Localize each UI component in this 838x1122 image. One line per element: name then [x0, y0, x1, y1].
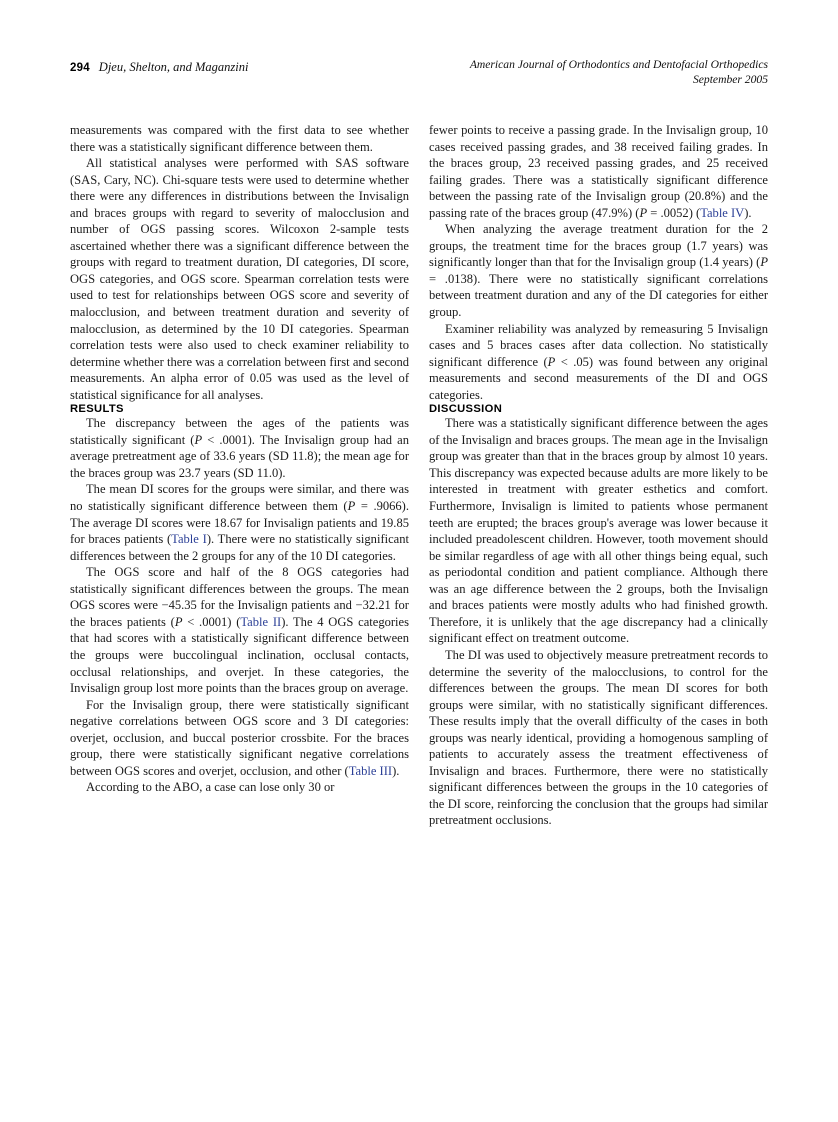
running-head [70, 58, 768, 102]
paragraph: All statistical analyses were performed with SAS software (SAS, Cary, NC). Chi-square tests were used to determine whether there were any differences in distributions between the Invisalign and braces groups with regard to severity of malocclusion and number of OGS passing scores. Wilcoxon 2-sample tests ascertained whether there was a significant difference between the groups with regard to treatment duration, DI categories, DI score, OGS categories, and OGS score. Spearman correlation tests were used to test for relationships between OGS score and severity of malocclusion, and between treatment duration and severity of malocclusion, as determined by the 10 DI categories. Spearman correlation tests were also used to check examiner reliability to determine whether there was a correlation between first and second measurements. An alpha error of 0.05 was used as the level of statistical significance for all analyses. [70, 156, 409, 402]
column-left [70, 122, 409, 796]
page-number: 294 [70, 62, 90, 74]
text-run: < .0001) ( [182, 614, 241, 629]
text-run: ). [744, 205, 752, 220]
paragraph [429, 221, 768, 320]
statistic-symbol: P [347, 499, 356, 514]
text-run: According to the ABO, a case can lose only 30 or [86, 780, 335, 795]
paragraph [429, 321, 768, 404]
text-run: The discrepancy between the ages of the patients was statistically significant ( [70, 416, 409, 447]
paragraph: The DI was used to objectively measure pretreatment records to determine the severity of the malocclusions, to control for the differences between the groups. The mean DI scores for both groups were similar, with no statistically significant differences. These results imply that the overall difficulty of the cases in both groups was nearly identical, providing a homogenous sampling of patients to accurately assess the treatment effectiveness of Invisalign and braces. Furthermore, there were no statistically significant differences between the groups in the 10 categories of the DI score, reinforcing the conclusion that the groups had similar pretreatment occlusions. [429, 647, 768, 828]
statistic-symbol: P [174, 614, 183, 629]
text-run: The OGS score and half of the 8 OGS categories had statistically significant differences between the groups. The mean OGS scores were −45.35 for the Invisalign patients and −32.21 for the braces patients ( [70, 565, 409, 629]
article-body [70, 122, 768, 1072]
text-run: For the Invisalign group, there were statistically significant negative correlations between OGS score and 3 DI categories: overjet, occlusion, and buccal posterior crossbite. For the braces group, there were statistically significant negative correlations between OGS scores and overjet, occlusion, and other ( [70, 697, 409, 778]
text-run: ). There were no statistically significant differences between the 2 groups for any of the 10 DI categories. [70, 532, 410, 563]
text-run: = .0052) ( [647, 205, 701, 220]
section-heading-results: RESULTS [70, 403, 124, 416]
text-run: < .05) was found between any original measurements and second measurements of the DI and OGS categories. [429, 354, 768, 402]
table-crossref-link[interactable]: Table IV [700, 205, 745, 220]
paragraph [70, 481, 409, 564]
section-heading-discussion: DISCUSSION [429, 403, 503, 416]
text-run: When analyzing the average treatment duration for the 2 groups, the treatment time for the braces group (1.7 years) was significantly longer than that for the Invisalign group (1.4 years) ( [429, 222, 768, 270]
text-run: = .0138). There were no statistically significant correlations between treatment duration and any of the DI categories for either group. [429, 271, 768, 320]
running-head-left [70, 58, 248, 76]
paragraph [70, 415, 409, 481]
journal-title: American Journal of Orthodontics and Dentofacial Orthopedics [469, 58, 768, 71]
running-head-right [470, 58, 768, 87]
paragraph: There was a statistically significant difference between the ages of the Invisalign and braces groups. The mean age in the Invisalign group was greater than that in the braces group by almost 10 years. This discrepancy was expected because adults are more likely to be interested in treatment with greater esthetics and comfort. Furthermore, Invisalign is limited to patients whose permanent teeth are erupted; the braces group's average was lower because it included preadolescent children. However, tooth movement should be similar regardless of age with all other things being equal, such as periodontal condition and patient compliance. Although there was an age difference between the 2 groups, both the Invisalign and braces patients were mostly adults who had finished growth. Therefore, it is unlikely that the age discrepancy had a clinically significant effect on treatment outcome. [429, 416, 768, 646]
text-run: fewer points to receive a passing grade. In the Invisalign group, 10 cases received passing grades, and 38 received failing grades. In the braces group, 23 received passing grades, and 25 received failing grades. There was a statistically significant difference between the passing rate of the Invisalign group (20.8%) and the passing rate of the braces group (47.9%) ( [429, 123, 768, 220]
running-head-authors: Djeu, Shelton, and Maganzini [98, 60, 249, 74]
table-crossref-link[interactable]: Table I [171, 532, 207, 547]
text-run: ). [392, 763, 400, 778]
text-run: Examiner reliability was analyzed by remeasuring 5 Invisalign cases and 5 braces cases after data collection. No statistically significant difference ( [429, 321, 768, 369]
table-crossref-link[interactable]: Table II [240, 614, 282, 629]
column-right [429, 122, 768, 829]
paragraph [429, 122, 768, 221]
table-crossref-link[interactable]: Table III [348, 763, 393, 778]
statistic-symbol: P [639, 205, 648, 220]
paragraph: measurements was compared with the first data to see whether there was a statistically significant difference between them. [70, 123, 409, 154]
paragraph [70, 564, 409, 696]
text-run: = .9066). The average DI scores were 18.67 for Invisalign patients and 19.85 for braces patients ( [70, 499, 409, 547]
text-run: < .0001). The Invisalign group had an average pretreatment age of 33.6 years (SD 11.8); the mean age for the braces group was 23.7 years (SD 11.0). [70, 432, 409, 480]
paragraph [70, 779, 409, 796]
paragraph [70, 697, 409, 780]
statistic-symbol: P [194, 432, 203, 447]
issue-date: September 2005 [692, 72, 768, 86]
statistic-symbol: P [547, 354, 556, 369]
text-run: The mean DI scores for the groups were similar, and there was no statistically significant difference between them ( [70, 482, 409, 514]
statistic-symbol: P [760, 255, 768, 270]
text-run: ). The 4 OGS categories that had scores with a statistically significant difference between the groups were buccolingual inclination, occlusal contacts, occlusal relationships, and overjet. In these categories, the Invisalign group lost more points than the braces group on average. [70, 614, 409, 696]
